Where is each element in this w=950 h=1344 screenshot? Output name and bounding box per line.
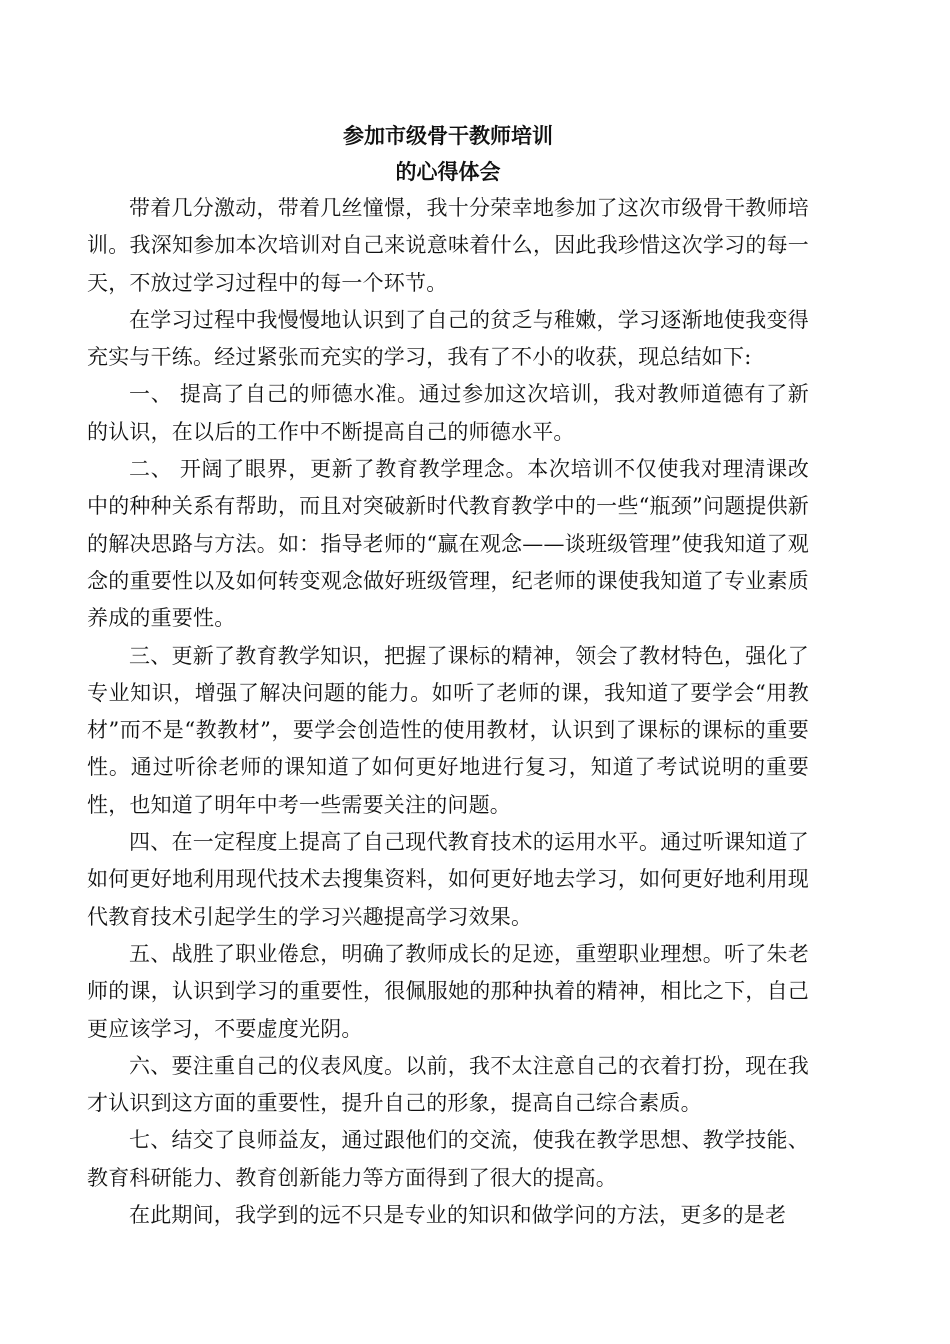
paragraph-point-1: 一、 提高了自己的师德水准。通过参加这次培训，我对教师道德有了新的认识，在以后的工作中不断提高自己的师德水平。 <box>87 382 809 444</box>
document-title <box>87 118 809 190</box>
title-line-2: 的心得体会 <box>395 160 501 184</box>
paragraph-summary: 在学习过程中我慢慢地认识到了自己的贫乏与稚嫩，学习逐渐地使我变得充实与干练。经过紧张而充实的学习，我有了不小的收获，现总结如下: <box>87 307 809 370</box>
paragraph-point-4: 四、在一定程度上提高了自己现代教育技术的运用水平。通过听课知道了如何更好地利用现代技术去搜集资料，如何更好地去学习，如何更好地利用现代教育技术引起学生的学习兴趣提高学习效果。 <box>87 830 809 929</box>
document-body <box>87 190 809 1234</box>
paragraph-point-2: 二、 开阔了眼界，更新了教育教学理念。本次培训不仅使我对理清课改中的种种关系有帮助，而且对突破新时代教育教学中的一些“瓶颈”问题提供新的解决思路与方法。如：指导老师的“赢在观念——谈班级管理”使我知道了观念的重要性以及如何转变观念做好班级管理，纪老师的课使我知道了专业素质养成的重要性。 <box>87 457 809 631</box>
paragraph-intro: 带着几分激动，带着几丝憧憬，我十分荣幸地参加了这次市级骨干教师培训。我深知参加本次培训对自己来说意味着什么，因此我珍惜这次学习的每一天，不放过学习过程中的每一个环节。 <box>87 196 809 295</box>
paragraph-point-3: 三、更新了教育教学知识，把握了课标的精神，领会了教材特色，强化了专业知识，增强了解决问题的能力。如听了老师的课，我知道了要学会“用教材”而不是“教教材”，要学会创造性的使用教材，认识到了课标的课标的重要性。通过听徐老师的课知道了如何更好地进行复习，知道了考试说明的重要性，也知道了明年中考一些需要关注的问题。 <box>87 643 809 817</box>
paragraph-closing: 在此期间，我学到的远不只是专业的知识和做学问的方法，更多的是老 <box>129 1203 787 1228</box>
paragraph-point-6: 六、要注重自己的仪表风度。以前，我不太注意自己的衣着打扮，现在我才认识到这方面的重要性，提升自己的形象，提高自己综合素质。 <box>87 1053 809 1116</box>
title-line-1: 参加市级骨干教师培训 <box>343 124 553 148</box>
document-content <box>87 118 809 1234</box>
paragraph-point-7: 七、结交了良师益友，通过跟他们的交流，使我在教学思想、教学技能、教育科研能力、教育创新能力等方面得到了很大的提高。 <box>87 1128 809 1190</box>
paragraph-point-5: 五、战胜了职业倦怠，明确了教师成长的足迹，重塑职业理想。听了朱老师的课，认识到学习的重要性，很佩服她的那种执着的精神，相比之下，自己更应该学习，不要虚度光阴。 <box>87 941 809 1041</box>
